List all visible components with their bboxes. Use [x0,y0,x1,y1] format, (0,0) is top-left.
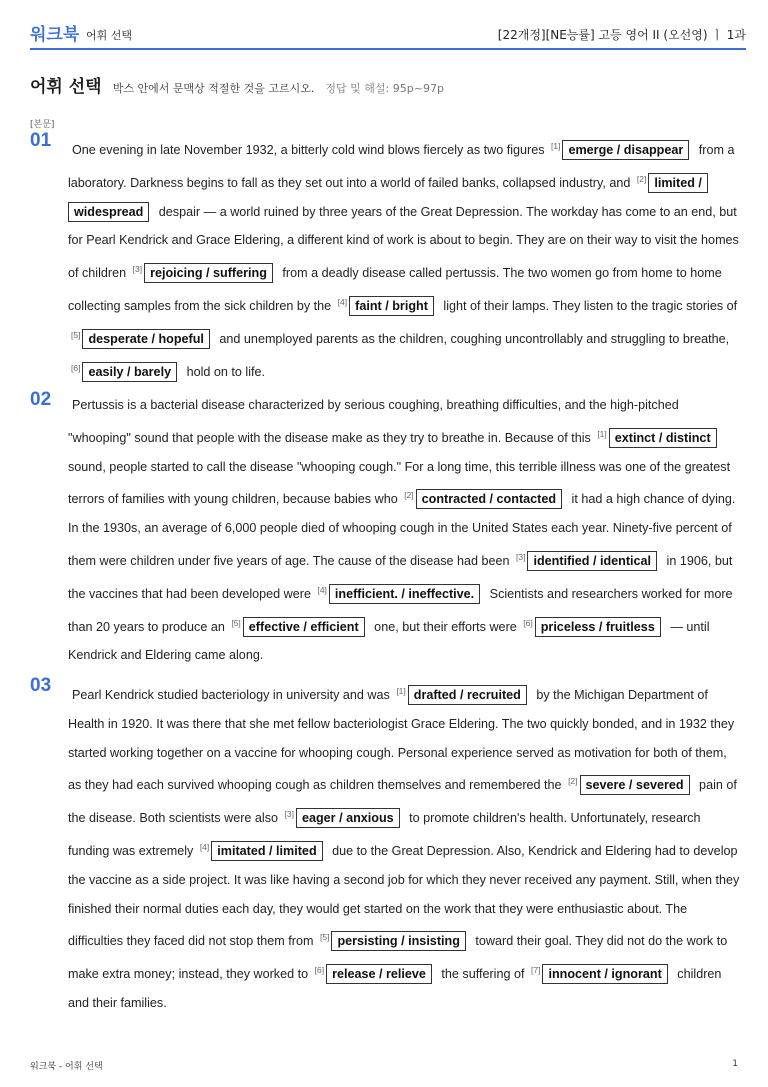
passage-text: from a laboratory. Darkness begins to fall as they set out into a world of failed banks, collapsed industry, and [68,143,735,190]
section-number: 01 [30,130,52,151]
passage-text: one, but their efforts were [370,619,521,634]
vocab-choice-box[interactable]: drafted / recruited [408,685,527,705]
passage-text: in 1906, but the vaccines that had been developed were [68,553,733,601]
section-number: 03 [30,675,52,696]
passage-text: Pertussis is a bacterial disease characterized by serious coughing, breathing difficulties, and the high-pitched "whooping" sound that people with the disease make as they try to breathe in. Because of this [68,398,679,445]
passage-text: toward their goal. They did not do the work to make extra money; instead, they worked to [68,934,728,982]
passage-text: pain of the disease. Both scientists were also [68,778,737,826]
footer-label: 워크북 - 어휘 선택 [30,1062,103,1072]
passage-text: due to the Great Depression. Also, Kendrick and Eldering had to develop the vaccine as a side project. It was like having a second job for which they never received any payment. Still, when they finished their normal duties each day, they would get started on the work that they were enthusiastic about. The difficulties they faced did not stop them from [68,843,740,949]
passage-paragraph [68,391,742,670]
vocab-choice-box[interactable]: rejoicing / suffering [144,263,273,283]
vocab-choice-box[interactable]: emerge / disappear [562,140,689,160]
blank-number: [1] [597,428,607,439]
vocab-choice-box[interactable]: innocent / ignorant [542,964,667,984]
passage-paragraph [68,132,742,386]
text-label: [본문] [30,120,55,130]
blank-number: [2] [636,173,647,184]
passage-text: and unemployed parents as the children, coughing uncontrollably and struggling to breathe, [215,331,730,346]
vocab-choice-box[interactable]: eager / anxious [296,808,400,828]
blank-number: [5] [71,329,81,340]
passage-text: sound, people started to call the disease "whooping cough." For a long time, this terrible illness was one of the greatest terrors of families with young children, because babies who [68,459,731,507]
passage-text: — until Kendrick and Eldering came along. [68,619,710,663]
passage-text: despair — a world ruined by three years of the Great Depression. The workday has come to an end, but for Pearl Kendrick and Grace Eldering, a different kind of work is about to begin. They are on their way to visit the homes of children [68,204,739,281]
passage-text: One evening in late November 1932, a bitterly cold wind blows fiercely as two figures [72,143,549,157]
vocab-choice-box[interactable]: severe / severed [580,775,690,795]
vocab-choice-box[interactable]: priceless / fruitless [535,617,661,637]
page-header [30,0,746,50]
blank-number: [1] [396,686,406,696]
instruction-text: 박스 안에서 문맥상 적절한 것을 고르시오. [112,82,315,95]
passage-text: light of their lamps. They listen to the tragic stories of [439,298,738,313]
vocab-choice-box[interactable]: release / relieve [326,964,432,984]
page-title: 어휘 선택 [30,77,102,97]
passage-text: the suffering of [437,967,528,982]
vocab-choice-box[interactable]: inefficient. / ineffective. [329,584,480,604]
page-number: 1 [732,1059,738,1069]
blank-number: [6] [71,362,81,373]
passage-section-03 [30,677,742,1018]
passage-section-01 [30,132,742,386]
vocab-choice-box[interactable]: desperate / hopeful [82,329,209,349]
blank-number: [3] [516,551,526,562]
vocab-choice-box[interactable]: faint / bright [349,296,434,316]
blank-number: [4] [317,584,327,595]
brand-title: 워크북 [30,25,80,45]
vocab-choice-box[interactable]: easily / barely [82,362,177,382]
passage-text: Scientists and researchers worked for more than 20 years to produce an [68,586,733,634]
vocab-choice-box[interactable]: persisting / insisting [331,931,465,951]
vocab-choice-box[interactable]: limited / widespread [68,173,708,222]
passage-text: by the Michigan Department of Health in 1920. It was there that she met fellow bacteriologist Grace Eldering. The two quickly bonded, and in 1932 they started working together on a vaccine for whooping cough. Personal experience served as motivation for both of them, as they had each survived whooping cough as children themselves and remembered the [68,688,735,793]
blank-number: [4] [337,296,348,307]
section-number: 02 [30,389,52,410]
blank-number: [1] [551,141,561,151]
blank-number: [5] [319,932,330,943]
course-label: [22개정][NE능률] 고등 영어 II (오선영) ㅣ 1과 [497,28,746,42]
title-row [30,72,444,97]
answer-reference: 정답 및 해설: 95p~97p [325,82,444,95]
vocab-choice-box[interactable]: effective / efficient [243,617,365,637]
passage-text: from a deadly disease called pertussis. The two women go from home to home collecting samples from the sick children by the [68,266,722,313]
vocab-choice-box[interactable]: contracted / contacted [416,489,562,509]
blank-number: [3] [132,264,143,275]
blank-number: [2] [568,776,578,787]
blank-number: [6] [314,965,325,976]
passage-text: to promote children's health. Unfortunately, research funding was extremely [68,811,701,858]
passage-text: hold on to life. [183,364,265,379]
passage-text: Pearl Kendrick studied bacteriology in university and was [72,688,394,702]
passage-section-02 [30,391,742,670]
passage-paragraph [68,677,742,1018]
brand-subtitle: 어휘 선택 [86,29,133,42]
passage-text: it had a high chance of dying. In the 1930s, an average of 6,000 people died of whooping cough in the United States each year. Ninety-five percent of them were children under five years of age. The cause of the disease had been [68,492,736,568]
passage-text: children and their families. [68,967,722,1010]
blank-number: [4] [199,841,210,852]
blank-number: [3] [284,809,294,820]
blank-number: [7] [531,965,541,976]
blank-number: [2] [404,490,414,501]
vocab-choice-box[interactable]: imitated / limited [211,841,322,861]
vocab-choice-box[interactable]: identified / identical [527,551,657,571]
vocab-choice-box[interactable]: extinct / distinct [609,428,717,448]
blank-number: [5] [231,617,241,628]
blank-number: [6] [523,617,533,628]
